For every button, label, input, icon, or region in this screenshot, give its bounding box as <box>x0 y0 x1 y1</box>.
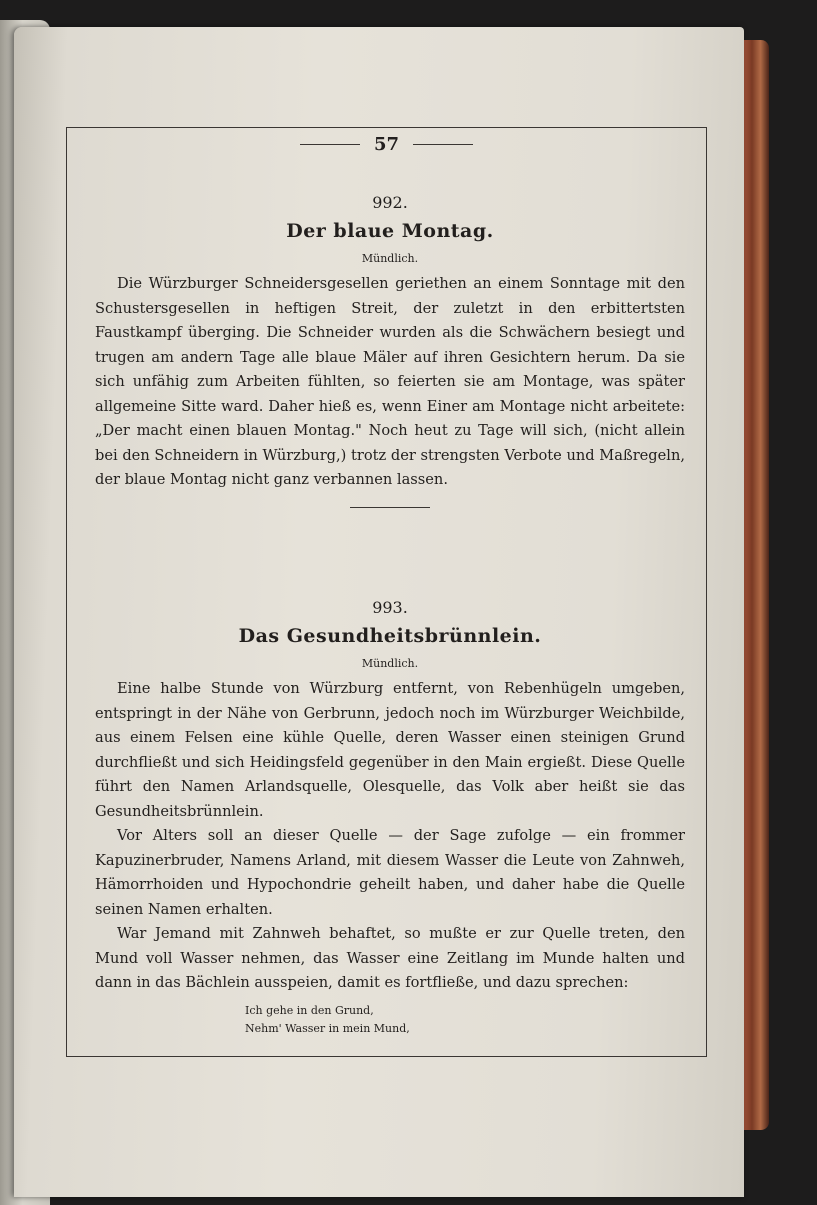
page-number: 57 <box>373 133 400 155</box>
verse-line: Nehm' Wasser in mein Mund, <box>245 1021 410 1035</box>
section-source: Mündlich. <box>361 252 419 265</box>
section-title: Das Gesundheitsbrünnlein. <box>238 625 542 647</box>
section-993 <box>95 595 685 1038</box>
page-header <box>66 131 707 157</box>
section-paragraph: War Jemand mit Zahnweh behaftet, so mußte er zur Quelle treten, den Mund voll Wasser nehmen, das Wasser eine Zeitlang im Munde halten und dann in das Bächlein ausspeien, damit es fortfließe, und dazu sprechen: <box>95 925 685 991</box>
section-title: Der blaue Montag. <box>286 220 494 242</box>
section-number: 993. <box>372 598 408 617</box>
header-rule-right <box>413 144 473 145</box>
section-paragraph: Vor Alters soll an dieser Quelle — der Sage zufolge — ein frommer Kapuzinerbruder, Namens Arland, mit diesem Wasser die Leute von Zahnweh, Hämorrhoiden und Hypochondrie geheilt haben, und daher habe die Quelle seinen Namen erhalten. <box>95 827 685 918</box>
section-number: 992. <box>372 193 408 212</box>
section-992 <box>95 190 685 530</box>
section-divider <box>350 507 430 508</box>
section-source: Mündlich. <box>361 657 419 670</box>
header-rule-left <box>300 144 360 145</box>
section-paragraph: Die Würzburger Schneidersgesellen geriethen an einem Sonntage mit den Schustersgesellen in heftigen Streit, der zuletzt in den erbittertsten Faustkampf überging. Die Schneider wurden als die Schwächern besiegt und trugen am andern Tage alle blaue Mäler auf ihren Gesichtern herum. Da sie sich unfähig zum Arbeiten fühlten, so feierten sie am Montage, was später allgemeine Sitte ward. Daher hieß es, wenn Einer am Montage nicht arbeitete: „Der macht einen blauen Montag." Noch heut zu Tage will sich, (nicht allein bei den Schneidern in Würzburg,) trotz der strengsten Verbote und Maßregeln, der blaue Montag nicht ganz verbannen lassen. <box>95 275 685 488</box>
verse-line: Ich gehe in den Grund, <box>245 1003 374 1017</box>
section-paragraph: Eine halbe Stunde von Würzburg entfernt, von Rebenhügeln umgeben, entspringt in der Nähe von Gerbrunn, jedoch noch im Würzburger Weichbilde, aus einem Felsen eine kühle Quelle, deren Wasser einen steinigen Grund durchfließt und sich Heidingsfeld gegenüber in den Main ergießt. Diese Quelle führt den Namen Arlandsquelle, Olesquelle, das Volk aber heißt sie das Gesundheitsbrünnlein. <box>95 680 685 820</box>
